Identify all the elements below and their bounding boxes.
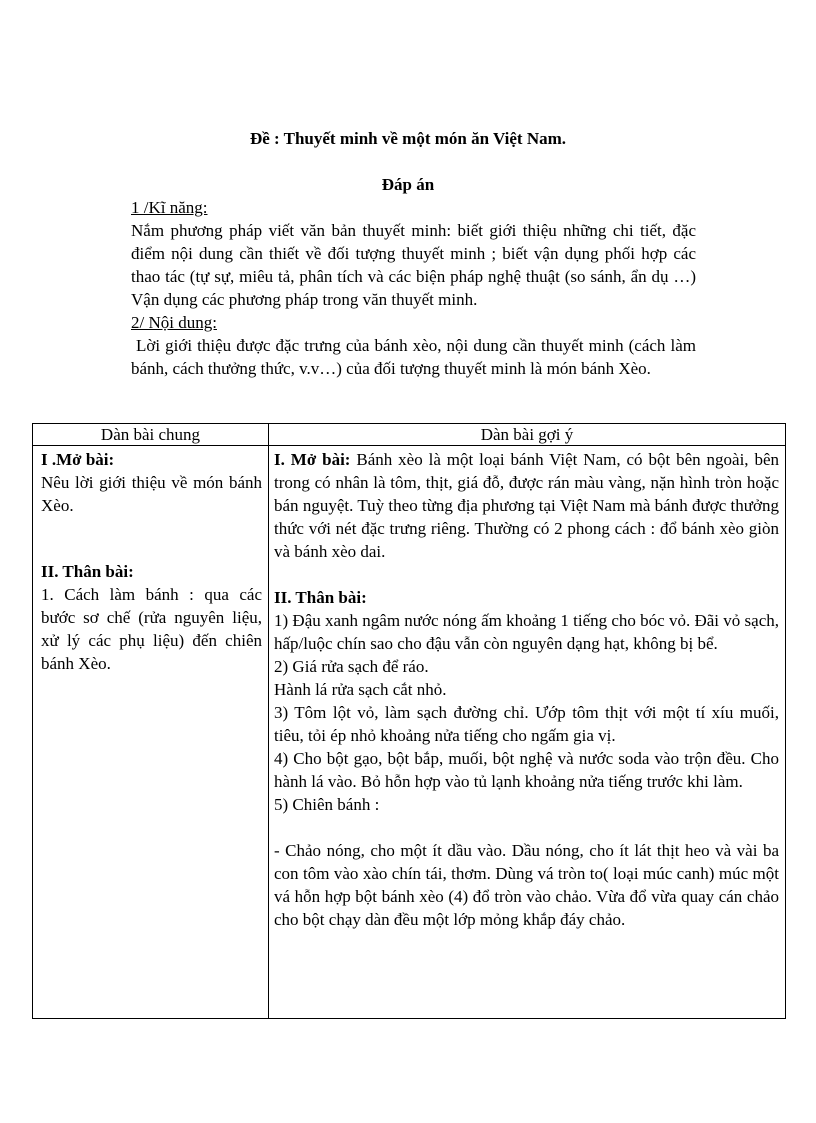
col-header-general: Dàn bài chung	[33, 424, 269, 446]
skills-heading: 1 /Kĩ năng:	[131, 198, 208, 217]
step-5-detail: - Chảo nóng, cho một ít dầu vào. Dầu nóng, cho ít lát thịt heo và vài ba con tôm vào xào chín tái, thơm. Dùng vá tròn to( loại múc canh) múc một vá hỗn hợp bột bánh xèo (4) đổ tròn vào chảo. Vừa đổ vừa quay cán chảo cho bột chạy dàn đều một lớp mỏng khắp đáy chảo.	[274, 841, 779, 929]
content-text: Lời giới thiệu được đặc trưng của bánh xèo, nội dung cần thuyết minh (cách làm bánh, cách thưởng thức, v.v…) của đối tượng thuyết minh là món bánh Xèo.	[131, 336, 696, 378]
step-3: 3) Tôm lột vỏ, làm sạch đường chỉ. Ướp tôm thịt với một tí xíu muối, tiêu, tỏi ép nhỏ khoảng nửa tiếng cho ngấm gia vị.	[274, 703, 779, 745]
right-intro-heading: I. Mở bài:	[274, 450, 351, 469]
step-2b: Hành lá rửa sạch cắt nhỏ.	[274, 680, 447, 699]
general-outline-cell	[33, 446, 269, 1019]
intro-section	[131, 196, 696, 380]
content-heading: 2/ Nội dung:	[131, 313, 217, 332]
skills-text: Nắm phương pháp viết văn bản thuyết minh: biết giới thiệu những chi tiết, đặc điểm nội dung cần thiết về đối tượng thuyết minh ; biết vận dụng phối hợp các thao tác (tự sự, miêu tả, phân tích và các biện pháp nghệ thuật (so sánh, ẩn dụ …) Vận dụng các phương pháp trong văn thuyết minh.	[131, 221, 696, 309]
outline-table	[32, 423, 786, 1019]
step-4: 4) Cho bột gạo, bột bắp, muối, bột nghệ và nước soda vào trộn đều. Cho hành lá vào. Bỏ hỗn hợp vào tủ lạnh khoảng nửa tiếng trước khi làm.	[274, 749, 779, 791]
right-intro-paragraph	[274, 448, 779, 563]
answer-heading: Đáp án	[381, 175, 435, 194]
table-row	[33, 446, 786, 1019]
left-body-heading: II. Thân bài:	[41, 562, 134, 581]
col-header-suggested: Dàn bài gợi ý	[269, 424, 786, 446]
right-intro-text: Bánh xèo là một loại bánh Việt Nam, có bột bên ngoài, bên trong có nhân là tôm, thịt, giá đỗ, được rán màu vàng, nặn hình tròn hoặc bán nguyệt. Tuỳ theo từng địa phương tại Việt Nam mà bánh được thưởng thức với nét đặc trưng riêng. Thường có 2 phong cách : đổ bánh xèo giòn và bánh xèo dai.	[274, 450, 779, 561]
left-body-text: 1. Cách làm bánh : qua các bước sơ chế (rửa nguyên liệu, xử lý các phụ liệu) đến chiên bánh Xèo.	[41, 585, 262, 673]
left-intro-text: Nêu lời giới thiệu về món bánh Xèo.	[41, 473, 262, 515]
right-body-heading: II. Thân bài:	[274, 588, 367, 607]
suggested-outline-cell	[269, 446, 786, 1019]
step-5: 5) Chiên bánh :	[274, 795, 380, 814]
document-title: Đề : Thuyết minh về một món ăn Việt Nam.	[249, 129, 567, 148]
left-intro-heading: I .Mở bài:	[41, 450, 115, 469]
table-header-row	[33, 424, 786, 446]
step-1: 1) Đậu xanh ngâm nước nóng ấm khoảng 1 tiếng cho bóc vỏ. Đãi vỏ sạch, hấp/luộc chín sao cho đậu vẫn còn nguyên dạng hạt, không bị bể.	[274, 611, 779, 653]
step-2a: 2) Giá rửa sạch để ráo.	[274, 657, 429, 676]
